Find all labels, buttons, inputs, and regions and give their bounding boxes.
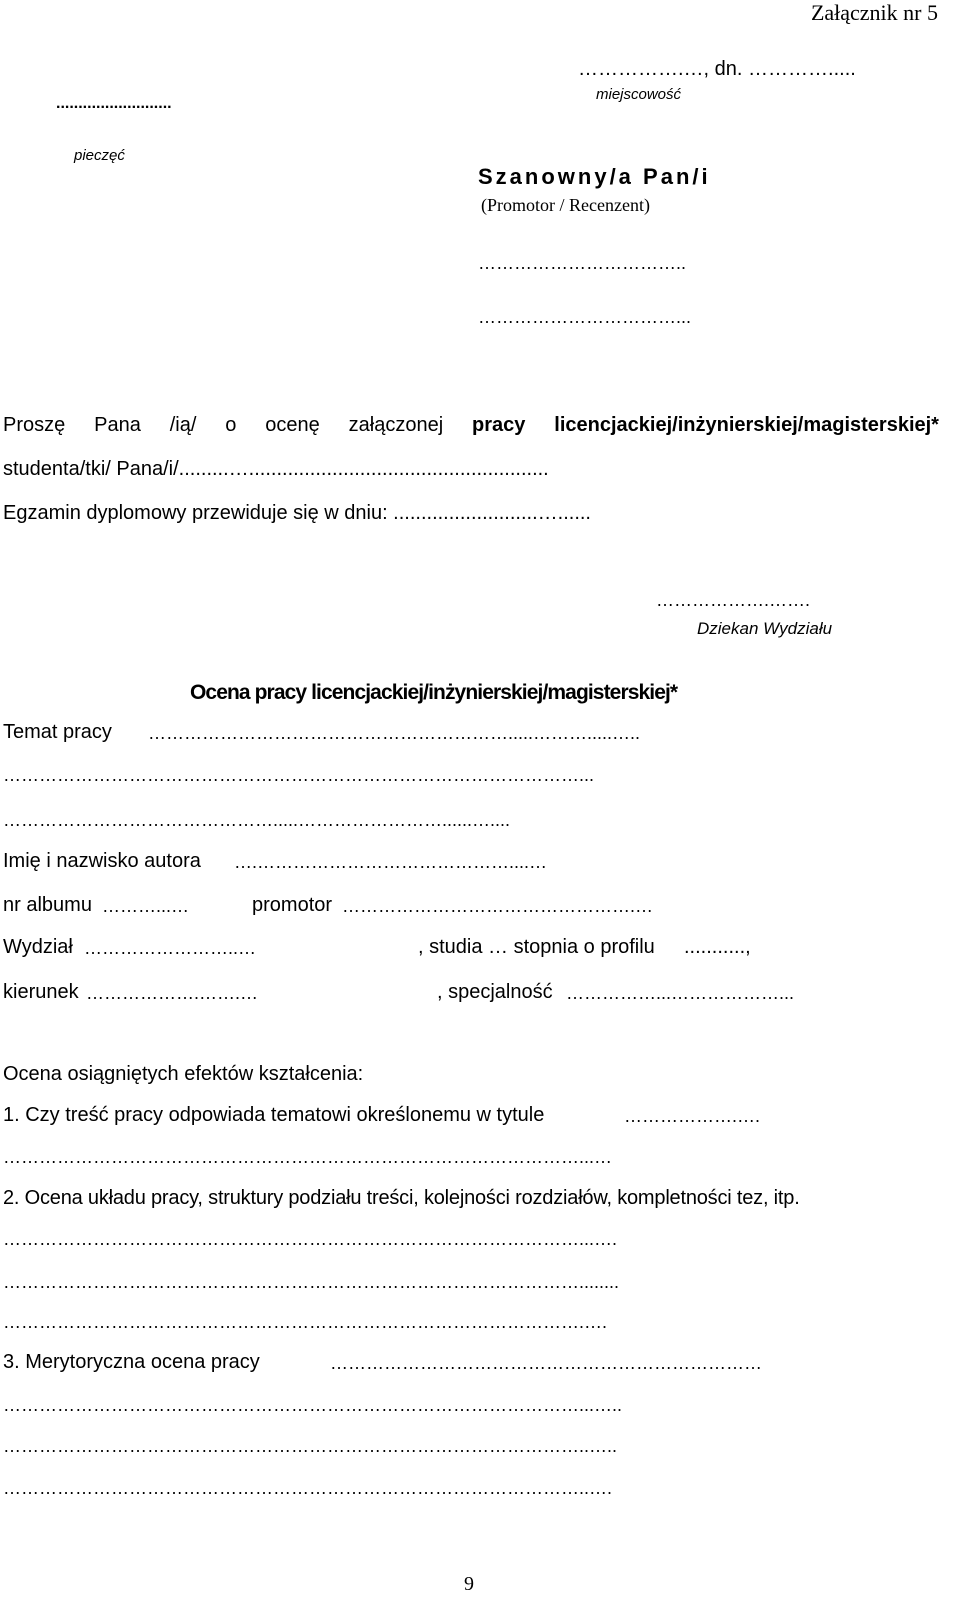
faculty-label: Wydział (3, 936, 73, 958)
author-dots: ….……………………………………....… (234, 852, 548, 872)
attachment-label: Załącznik nr 5 (810, 0, 938, 25)
evaluation-title: Ocena pracy licencjackiej/inżynierskiej/magisterskiej* (190, 681, 678, 704)
stamp-caption: pieczęć (74, 147, 125, 164)
place-caption: miejscowość (596, 86, 682, 103)
request-word-bold: licencjackiej/inżynierskiej/magisterskiej* (554, 414, 939, 436)
request-word: Pana (94, 414, 141, 436)
author-label: Imię i nazwisko autora (3, 850, 201, 872)
question-3-line-3: ……………………………………………………………………………………..…. (3, 1478, 613, 1498)
question-1: 1. Czy treść pracy odpowiada tematowi określonemu w tytule (3, 1104, 545, 1126)
question-1-dots: ……………….…. (624, 1106, 761, 1126)
question-3-line-2: ……………………………………………………………………………………..….. (3, 1436, 618, 1456)
dean-signature-dots: ……………….……. (656, 590, 811, 610)
request-word-bold: pracy (472, 414, 526, 436)
specialization-dots: ……………...………………... (566, 983, 795, 1003)
addressee-line-2: ……………………………... (478, 307, 692, 327)
request-line-2: studenta/tki/ Pana/i/.........…...................................................... (3, 458, 549, 480)
question-3-line-1: ……………………………………………………………………………………...….. (3, 1395, 623, 1415)
question-3: 3. Merytoryczna ocena pracy (3, 1351, 260, 1373)
request-word: Proszę (3, 414, 66, 436)
question-2: 2. Ocena układu pracy, struktury podziału treści, kolejności rozdziałów, kompletności tez, itp. (3, 1187, 800, 1209)
topic-line-2: ……………………………………………………………………………………... (3, 765, 595, 785)
faculty-dots: ……………………..… (84, 938, 257, 958)
profile-dots: ..........., (684, 936, 751, 958)
album-dots: ………...… (102, 896, 190, 916)
studies-text: , studia … stopnia o profilu (418, 936, 655, 958)
stamp-dots: .......................... (56, 95, 172, 112)
request-word: ocenę (265, 414, 320, 436)
topic-dots: …………………………………………………….....……….....….. (148, 723, 641, 743)
question-1-line-2: ……………………………………………………………………………………...… (3, 1147, 613, 1167)
promotor-label: promotor (252, 894, 333, 916)
salutation: Szanowny/a Pan/i (478, 164, 711, 189)
specialization-text: , specjalność (437, 981, 553, 1003)
promotor-dots: ………………………………………….… (342, 896, 654, 916)
request-word: załączonej (348, 414, 444, 436)
field-label: kierunek (3, 981, 79, 1003)
request-line-3: Egzamin dyplomowy przewiduje się w dniu: ..........................…...... (3, 502, 591, 524)
topic-line-3: ……………………………………….....……………………......….... (3, 810, 511, 830)
question-2-line-3: …………………………………………………………………………………….…. (3, 1312, 608, 1332)
dean-caption: Dziekan Wydziału (697, 619, 833, 638)
addressee-line-1: …………………………….. (478, 253, 687, 273)
request-word: o (225, 414, 237, 436)
field-dots: ……………….…….… (86, 983, 259, 1003)
question-3-dots: ……………………………………………………………… (330, 1353, 762, 1373)
outcomes-heading: Ocena osiągniętych efektów kształcenia: (3, 1063, 364, 1085)
place-date-line: …………….…, dn. …………..... (578, 58, 856, 80)
addressee-role: (Promotor / Recenzent) (481, 195, 650, 215)
topic-label: Temat pracy (3, 721, 112, 743)
album-label: nr albumu (3, 894, 92, 916)
request-word: /ią/ (169, 414, 197, 436)
question-2-line-2: ……………………………………………………………………………………........ (3, 1272, 620, 1292)
question-2-line-1: ……………………………………………………………………………………...…. (3, 1229, 618, 1249)
request-line-1 (3, 414, 939, 437)
page-number: 9 (464, 1573, 474, 1595)
